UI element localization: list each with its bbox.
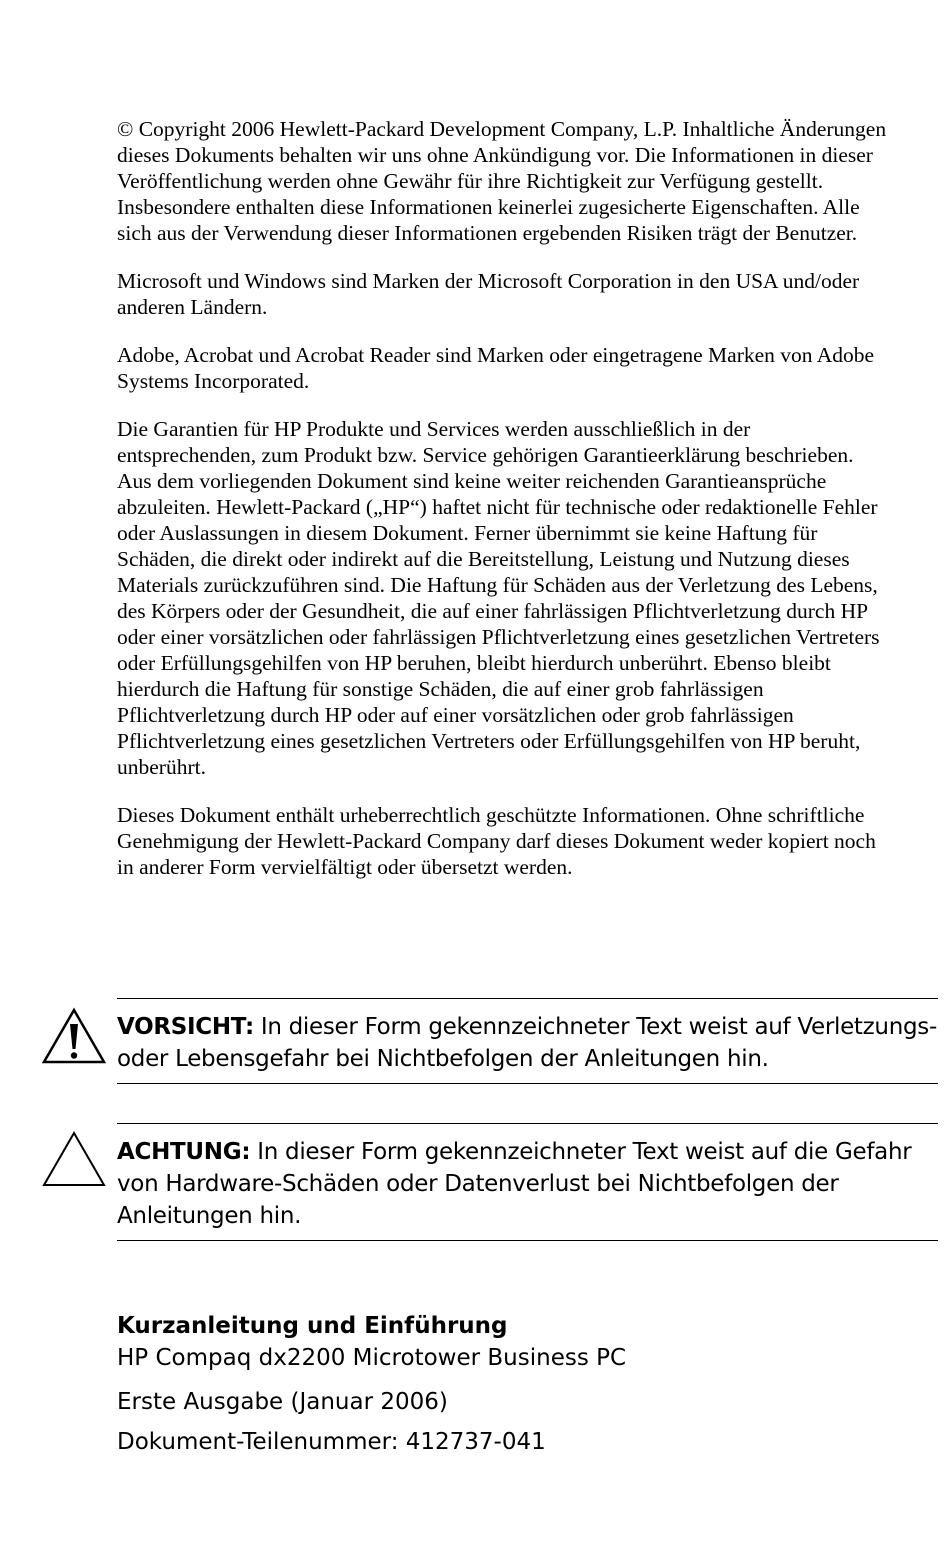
legal-notices xyxy=(117,116,892,902)
warning-text xyxy=(117,1011,938,1075)
adobe-trademark-paragraph: Adobe, Acrobat und Acrobat Reader sind Marken oder eingetragene Marken von Adobe Systems Incorporated. xyxy=(117,343,875,393)
warning-notice xyxy=(117,998,938,1084)
caution-label: ACHTUNG: xyxy=(117,1139,251,1165)
warning-exclamation-icon xyxy=(41,1007,107,1065)
caution-message: In dieser Form gekennzeichneter Text weist auf die Gefahr von Hardware-Schäden oder Datenverlust bei Nichtbefolgen der Anleitungen hin. xyxy=(117,1139,912,1229)
product-name: HP Compaq dx2200 Microtower Business PC xyxy=(117,1345,627,1371)
caution-triangle-icon xyxy=(41,1130,107,1188)
copyright-paragraph: © Copyright 2006 Hewlett-Packard Development Company, L.P. Inhaltliche Änderungen dieses Dokuments behalten wir uns ohne Ankündigung vor. Die Informationen in dieser Veröffentlichung werden ohne Gewähr für ihre Richtigkeit zur Verfügung gestellt. Insbesondere enthalten diese Informationen keinerlei zugesicherte Eigenschaften. Alle sich aus der Verwendung dieser Informationen ergebenden Risiken trägt der Benutzer. xyxy=(117,117,887,245)
microsoft-trademark-paragraph: Microsoft und Windows sind Marken der Microsoft Corporation in den USA und/oder anderen Ländern. xyxy=(117,269,860,319)
warning-label: VORSICHT: xyxy=(117,1014,254,1040)
copyright-protection-paragraph: Dieses Dokument enthält urheberrechtlich geschützte Informationen. Ohne schriftliche Genehmigung der Hewlett-Packard Company darf dieses Dokument weder kopiert noch in anderer Form vervielfältigt oder übersetzt werden. xyxy=(117,803,876,879)
caution-text xyxy=(117,1136,938,1232)
edition-info: Erste Ausgabe (Januar 2006) xyxy=(117,1389,448,1415)
part-number: Dokument-Teilenummer: 412737-041 xyxy=(117,1429,546,1455)
guide-title: Kurzanleitung und Einführung xyxy=(117,1313,508,1339)
caution-notice xyxy=(117,1123,938,1241)
warranty-paragraph: Die Garantien für HP Produkte und Services werden ausschließlich in der entsprechenden, zum Produkt bzw. Service gehörigen Garantieerklärung beschrieben. Aus dem vorliegenden Dokument sind keine weiter reichenden Garantieansprüche abzuleiten. Hewlett-Packard („HP“) haftet nicht für technische oder redaktionelle Fehler oder Auslassungen in diesem Dokument. Ferner übernimmt sie keine Haftung für Schäden, die direkt oder indirekt auf die Bereitstellung, Leistung und Nutzung dieses Materials zurückzuführen sind. Die Haftung für Schäden aus der Verletzung des Lebens, des Körpers oder der Gesundheit, die auf einer fahrlässigen Pflichtverletzung durch HP oder einer vorsätzlichen oder fahrlässigen Pflichtverletzung eines gesetzlichen Vertreters oder Erfüllungsgehilfen von HP beruhen, bleibt hierdurch unberührt. Ebenso bleibt hierdurch die Haftung für sonstige Schäden, die auf einer grob fahrlässigen Pflichtverletzung durch HP oder auf einer vorsätzlichen oder grob fahrlässigen Pflichtverletzung eines gesetzlichen Vertreters oder Erfüllungsgehilfen von HP beruht, unberührt. xyxy=(117,417,880,779)
document-info xyxy=(117,1310,897,1462)
warning-message: In dieser Form gekennzeichneter Text weist auf Verletzungs- oder Lebensgefahr bei Nichtbefolgen der Anleitungen hin. xyxy=(117,1014,937,1072)
